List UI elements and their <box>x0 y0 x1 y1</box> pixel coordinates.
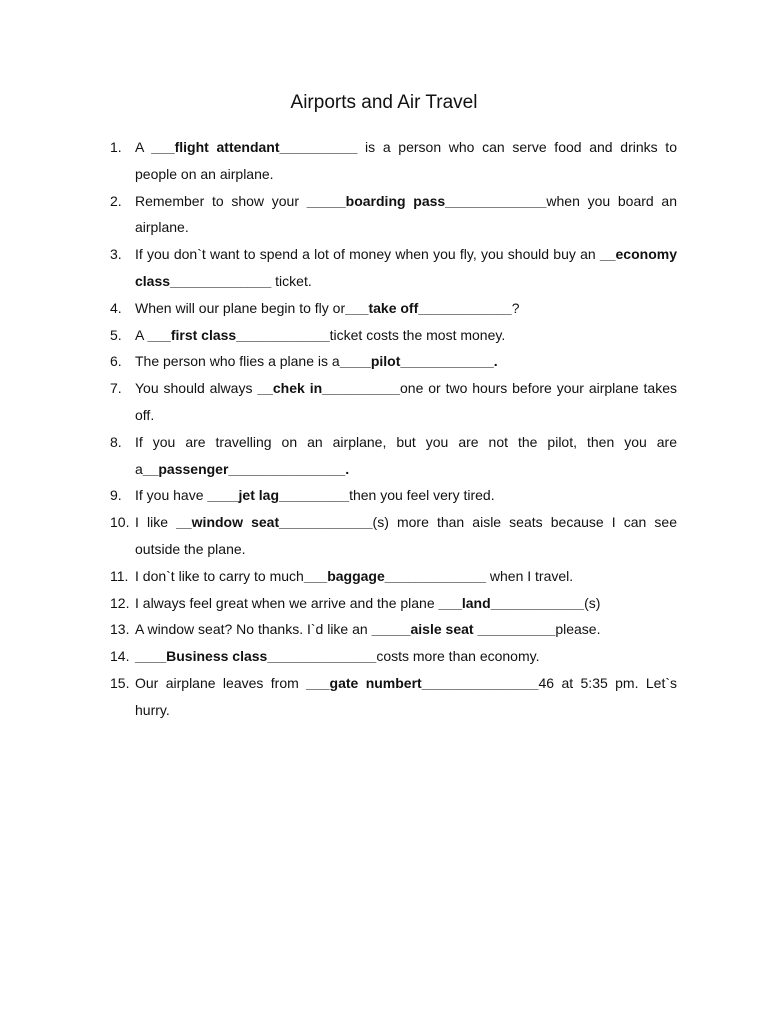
question-text-after: when I travel. <box>486 567 574 584</box>
question-item-9 <box>110 482 677 509</box>
question-text-after: is a person who can serve food and drinks to people on an airplane. <box>135 139 677 182</box>
question-text-before: You should always <box>135 380 258 397</box>
question-text <box>135 134 677 188</box>
question-text <box>135 616 677 643</box>
question-text <box>135 509 677 563</box>
answer-fill: ___land____________ <box>438 594 585 611</box>
question-number: 6. <box>110 353 122 370</box>
question-text <box>135 482 677 509</box>
question-number: 3. <box>110 246 122 263</box>
question-number: 9. <box>110 487 122 504</box>
answer-fill: ___flight attendant__________ <box>151 139 358 155</box>
question-item-8 <box>110 429 677 483</box>
question-item-15 <box>110 670 677 724</box>
answer-fill: ___gate numbert_______________ <box>306 674 539 691</box>
question-text <box>135 241 677 295</box>
question-text-before: A window seat? No thanks. I`d like an <box>135 621 372 638</box>
question-item-4 <box>110 295 677 322</box>
question-text-after: ticket costs the most money. <box>329 326 506 343</box>
question-text-before: When will our plane begin to fly or <box>135 299 346 316</box>
question-text-after: please. <box>555 621 601 638</box>
question-text-after: (s) more than aisle seats because I can see outside the plane. <box>135 514 677 557</box>
answer-fill: ___take off____________ <box>345 299 512 316</box>
question-text <box>135 643 677 670</box>
question-text-after: 46 at 5:35 pm. Let`s hurry. <box>135 674 677 718</box>
question-text-before: A <box>135 326 148 343</box>
question-text <box>135 670 677 724</box>
question-text-before: A <box>135 139 152 155</box>
answer-fill: __economy class_____________ <box>135 246 677 289</box>
answer-fill: ____Business class______________ <box>135 648 377 665</box>
answer-fill: __passenger_______________. <box>142 460 350 477</box>
answer-fill: ____jet lag_________ <box>207 487 350 504</box>
answer-fill: _____boarding pass_____________ <box>306 192 547 209</box>
question-text <box>135 590 677 617</box>
question-item-6 <box>110 348 677 375</box>
answer-fill: __window seat____________ <box>176 514 373 531</box>
question-list <box>110 134 677 724</box>
question-number: 8. <box>110 433 122 450</box>
question-text <box>135 295 677 322</box>
question-text-before: Remember to show your <box>135 192 307 209</box>
question-item-13 <box>110 616 677 643</box>
question-number: 4. <box>110 299 122 316</box>
question-text-before: The person who flies a plane is a <box>135 353 340 370</box>
question-text <box>135 429 677 483</box>
question-number: 12. <box>110 594 130 611</box>
question-number: 15. <box>110 674 130 691</box>
question-text-before: If you have <box>135 487 208 504</box>
question-text-after: one or two hours before your airplane takes off. <box>135 380 677 423</box>
question-text-before: I like <box>135 514 177 531</box>
question-number: 13. <box>110 621 130 638</box>
question-text <box>135 563 677 590</box>
question-item-7 <box>110 375 677 429</box>
question-text <box>135 348 677 375</box>
question-item-12 <box>110 590 677 617</box>
question-text-after: costs more than economy. <box>376 648 540 665</box>
question-text <box>135 375 677 429</box>
page-title: Airports and Air Travel <box>290 92 478 113</box>
question-item-3 <box>110 241 677 295</box>
question-number: 14. <box>110 648 130 665</box>
question-text-before: Our airplane leaves from <box>135 674 307 691</box>
question-text-before: I don`t like to carry to much <box>135 567 304 584</box>
question-text-before: If you don`t want to spend a lot of money when you fly, you should buy an <box>135 246 600 263</box>
question-number: 10. <box>110 514 130 531</box>
question-number: 5. <box>110 326 122 343</box>
question-item-5 <box>110 322 677 349</box>
question-item-1 <box>110 134 677 188</box>
question-number: 1. <box>110 139 122 155</box>
question-text-after: (s) <box>584 594 601 611</box>
answer-fill: ___baggage_____________ <box>303 567 486 584</box>
question-text-before: If you are travelling on an airplane, but you are not the pilot, then you are a <box>135 433 677 477</box>
question-number: 11. <box>110 567 129 584</box>
answer-fill: ____pilot____________. <box>339 353 498 370</box>
answer-fill: ___first class____________ <box>147 326 330 343</box>
question-text-before: I always feel great when we arrive and the plane <box>135 594 439 611</box>
question-text-after: then you feel very tired. <box>349 487 495 504</box>
answer-fill: __chek in__________ <box>257 380 400 397</box>
question-item-10 <box>110 509 677 563</box>
question-text-after: ? <box>511 299 520 316</box>
question-number: 7. <box>110 380 122 397</box>
question-item-14 <box>110 643 677 670</box>
question-item-2 <box>110 188 677 242</box>
question-text-after: ticket. <box>271 272 312 289</box>
answer-fill: _____aisle seat __________ <box>371 621 556 638</box>
question-text <box>135 188 677 242</box>
question-number: 2. <box>110 192 122 209</box>
question-item-11 <box>110 563 677 590</box>
question-text <box>135 322 677 349</box>
question-text-after: when you board an airplane. <box>135 192 677 236</box>
